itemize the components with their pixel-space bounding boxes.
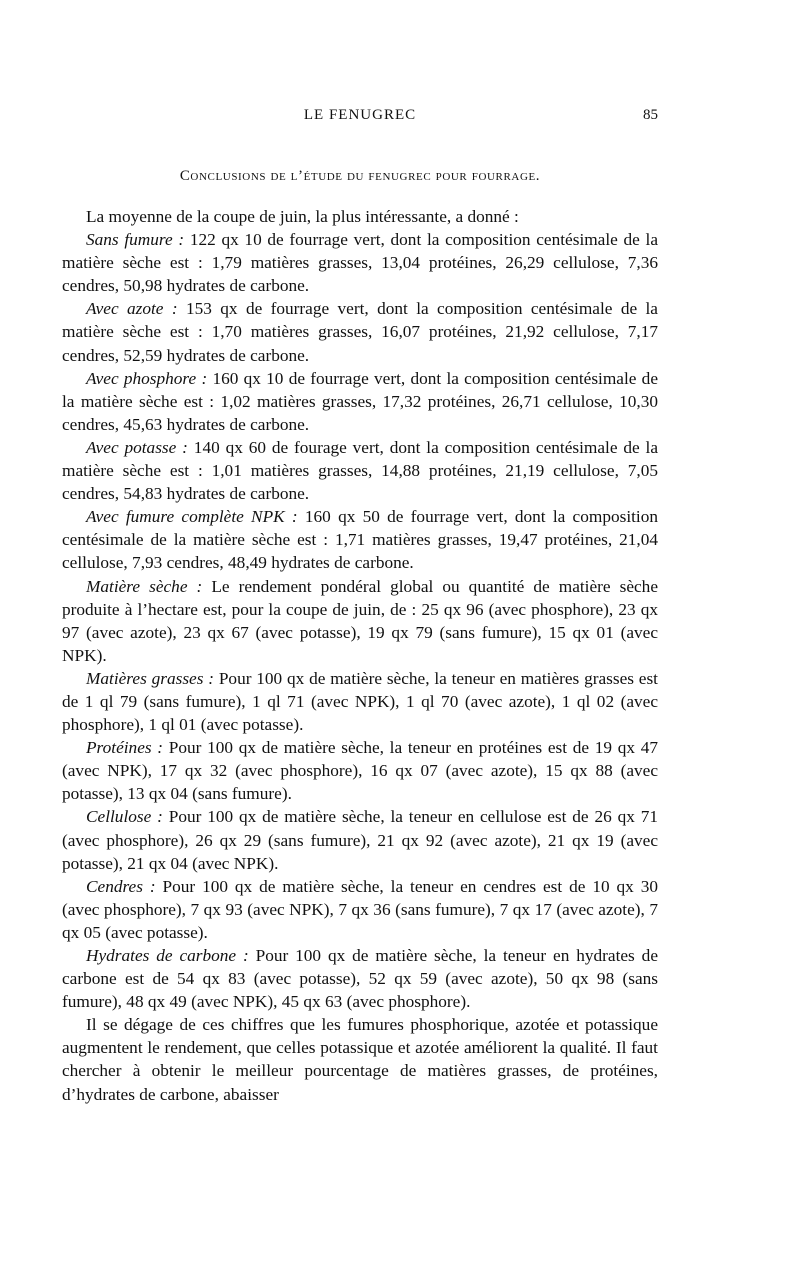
paragraph: Cellulose : Pour 100 qx de matière sèche, la teneur en cellulose est de 26 qx 71 (avec phosphore), 26 qx 29 (sans fumure), 21 qx 92 (avec azote), 21 qx 19 (avec potasse), 21 qx 04 (avec NPK). xyxy=(62,807,658,873)
section-heading: Conclusions de l’étude du fenugrec pour fourrage. xyxy=(179,168,541,184)
page-number: 85 xyxy=(643,107,658,123)
paragraph: Avec azote : 153 qx de fourrage vert, dont la composition centésimale de la matière sèche est : 1,70 matières grasses, 16,07 protéines, 21,92 cellulose, 7,17 cendres, 52,59 hydrates de carbone. xyxy=(62,299,658,365)
paragraph: Avec phosphore : 160 qx 10 de fourrage vert, dont la composition centésimale de la matière sèche est : 1,02 matières grasses, 17,32 protéines, 26,71 cellulose, 10,30 cendres, 45,63 hydrates de carbone. xyxy=(62,368,658,434)
paragraph: Matière sèche : Le rendement pondéral global ou quantité de matière sèche produite à l’hectare est, pour la coupe de juin, de : 25 qx 96 (avec phosphore), 23 qx 97 (avec azote), 23 qx 67 (avec potasse), 19 qx 79 (sans fumure), 15 qx 01 (avec NPK). xyxy=(62,576,658,665)
paragraph: La moyenne de la coupe de juin, la plus intéressante, a donné : xyxy=(86,207,519,226)
running-title: LE FENUGREC xyxy=(303,107,417,123)
paragraph: Il se dégage de ces chiffres que les fumures phosphorique, azotée et potassique augmentent le rendement, que celles potassique et azotée améliorent la qualité. Il faut chercher à obtenir le meilleur pourcentage de matières grasses, de protéines, d’hydrates de carbone, abaisser xyxy=(62,1015,658,1104)
paragraph: Sans fumure : 122 qx 10 de fourrage vert, dont la composition centésimale de la matière sèche est : 1,79 matières grasses, 13,04 protéines, 26,29 cellulose, 7,36 cendres, 50,98 hydrates de carbone. xyxy=(62,230,659,296)
paragraph: Avec potasse : 140 qx 60 de fourage vert, dont la composition centésimale de la matière sèche est : 1,01 matières grasses, 14,88 protéines, 21,19 cellulose, 7,05 cendres, 54,83 hydrates de carbone. xyxy=(62,437,658,504)
paragraph: Cendres : Pour 100 qx de matière sèche, la teneur en cendres est de 10 qx 30 (avec phosphore), 7 qx 93 (avec NPK), 7 qx 36 (sans fumure), 7 qx 17 (avec azote), 7 qx 05 (avec potasse). xyxy=(62,876,658,942)
running-header xyxy=(62,107,658,127)
book-page xyxy=(62,0,658,1282)
paragraph: Hydrates de carbone : Pour 100 qx de matière sèche, la teneur en hydrates de carbone est de 54 qx 83 (avec potasse), 52 qx 59 (avec azote), 50 qx 98 (sans fumure), 48 qx 49 (avec NPK), 45 qx 63 (avec phosphore). xyxy=(62,946,658,1012)
paragraph: Avec fumure complète NPK : 160 qx 50 de fourrage vert, dont la composition centésimale de la matière sèche est : 1,71 matières grasses, 19,47 protéines, 21,04 cellulose, 7,93 cendres, 48,49 hydrates de carbone. xyxy=(62,507,659,573)
paragraph: Matières grasses : Pour 100 qx de matière sèche, la teneur en matières grasses est de 1 ql 79 (sans fumure), 1 ql 71 (avec NPK), 1 ql 70 (avec azote), 1 ql 02 (avec phosphore), 1 ql 01 (avec potasse). xyxy=(62,668,658,735)
body-text xyxy=(62,205,658,1106)
paragraph: Protéines : Pour 100 qx de matière sèche, la teneur en protéines est de 19 qx 47 (avec NPK), 17 qx 32 (avec phosphore), 16 qx 07 (avec azote), 15 qx 88 (avec potasse), 13 qx 04 (sans fumure). xyxy=(62,738,658,804)
